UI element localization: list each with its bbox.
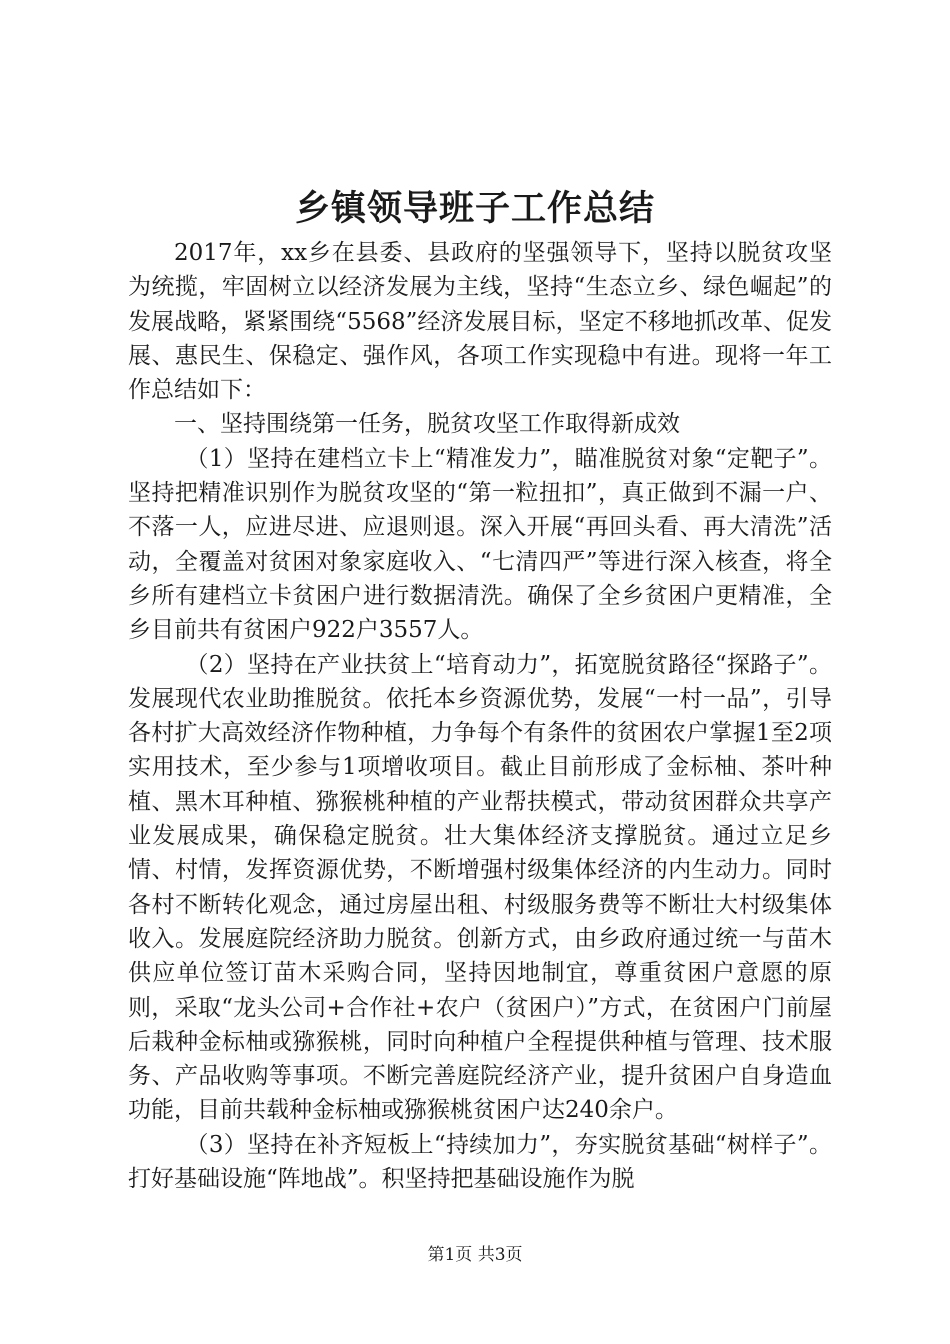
- document-title: 乡镇领导班子工作总结: [294, 188, 655, 229]
- list-item: （3）坚持在补齐短板上“持续加力”，夯实脱贫基础“树样子”。打好基础设施“阵地战”。积坚持把基础设施作为脱: [128, 1131, 832, 1193]
- list-item: （1）坚持在建档立卡上“精准发力”，瞄准脱贫对象“定靶子”。坚持把精准识别作为脱贫攻坚的“第一粒扭扣”，真正做到不漏一户、不落一人，应进尽进、应退则退。深入开展“再回头看、再大清洗”活动，全覆盖对贫困对象家庭收入、“七清四严”等进行深入核查，将全乡所有建档立卡贫困户进行数据清洗。确保了全乡贫困户更精准，全乡目前共有贫困户922户3557人。: [128, 445, 832, 644]
- section-heading: 一、坚持围绕第一任务，脱贫攻坚工作取得新成效: [174, 411, 680, 438]
- list-item: （2）坚持在产业扶贫上“培育动力”，拓宽脱贫路径“探路子”。发展现代农业助推脱贫。依托本乡资源优势，发展“一村一品”，引导各村扩大高效经济作物种植，力争每个有条件的贫困农户掌握1至2项实用技术，至少参与1项增收项目。截止目前形成了金标柚、茶叶种植、黑木耳种植、猕猴桃种植的产业帮扶模式，带动贫困群众共享产业发展成果，确保稳定脱贫。壮大集体经济支撑脱贫。通过立足乡情、村情，发挥资源优势，不断增强村级集体经济的内生动力。同时各村不断转化观念，通过房屋出租、村级服务费等不断壮大村级集体收入。发展庭院经济助力脱贫。创新方式，由乡政府通过统一与苗木供应单位签订苗木采购合同，坚持因地制宜，尊重贫困户意愿的原则，采取“龙头公司+合作社+农户（贫困户）”方式，在贫困户门前屋后栽种金标柚或猕猴桃，同时向种植户全程提供种植与管理、技术服务、产品收购等事项。不断完善庭院经济产业，提升贫困户自身造血功能，目前共载种金标柚或猕猴桃贫困户达240余户。: [128, 651, 832, 1124]
- page-footer: 第1页 共3页: [427, 1245, 523, 1265]
- intro-paragraph: 2017年，xx乡在县委、县政府的坚强领导下，坚持以脱贫攻坚为统揽，牢固树立以经济发展为主线，坚持“生态立乡、绿色崛起”的发展战略，紧紧围绕“5568”经济发展目标，坚定不移地抓改革、促发展、惠民生、保稳定、强作风，各项工作实现稳中有进。现将一年工作总结如下：: [128, 240, 832, 404]
- document-body: [128, 236, 832, 1196]
